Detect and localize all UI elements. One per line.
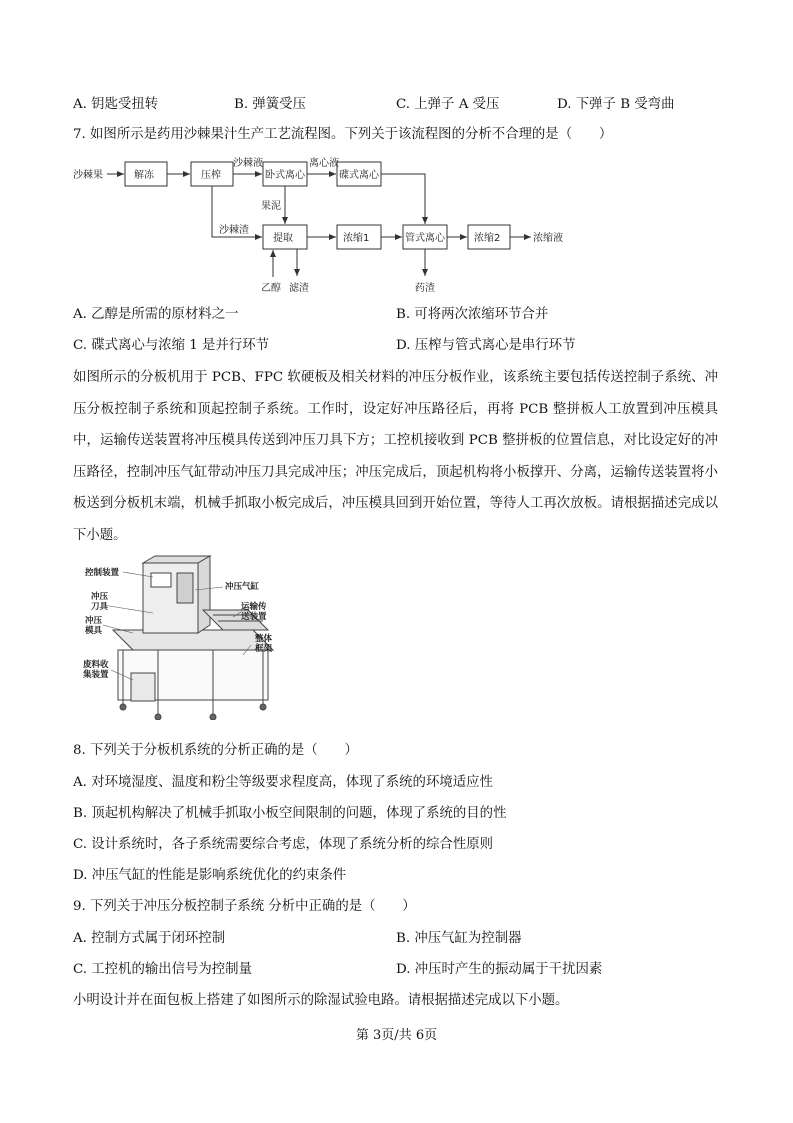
label-cylinder: 冲压气缸 xyxy=(225,582,260,592)
flow-yaozha: 药渣 xyxy=(415,283,435,294)
q7-option-a: A. 乙醇是所需的原材料之一 xyxy=(73,307,239,322)
q9-option-a: A. 控制方式属于闭环控制 xyxy=(73,931,226,946)
q8-option-d: D. 冲压气缸的性能是影响系统优化的约束条件 xyxy=(73,868,347,883)
label-transport-2: 送装置 xyxy=(241,612,267,622)
q8-stem: 8. 下列关于分板机系统的分析正确的是（ ） xyxy=(73,743,358,758)
label-cutter-2: 刀具 xyxy=(91,602,109,612)
flow-nongsuo1: 浓缩1 xyxy=(343,233,370,244)
flow-shajiye: 沙棘液 xyxy=(233,158,263,169)
q7-option-b: B. 可将两次浓缩环节合并 xyxy=(396,307,549,322)
flow-guoni: 果泥 xyxy=(261,201,281,212)
q9-option-c: C. 工控机的输出信号为控制量 xyxy=(73,962,252,977)
page-footer: 第 3页/共 6页 xyxy=(355,1028,438,1043)
flow-lvzha: 滤渣 xyxy=(289,283,309,294)
flow-tiqu: 提取 xyxy=(273,233,293,244)
q6-option-b: B. 弹簧受压 xyxy=(234,97,306,112)
intro-paragraph: 如图所示的分板机用于 PCB、FPC 软硬板及相关材料的冲压分板作业，该系统主要包括传送控制子系统、冲压分板控制子系统和顶起控制子系统。工作时，设定好冲压路径后，再将 PCB 整拼板人工放置到冲压模具中，运输传送装置将冲压模具传送到冲压刀具下方；工控机接收到 PCB 整拼板的位置信息，对比设定好的冲压路径，控制冲压气缸带动冲压刀具完成冲压；冲压完成后，顶起机构将小板撑开、分离，运输传送装置将小板送到分板机末端，机械手抓取小板完成后，冲压模具回到开始位置，等待人工再次放板。请根据描述完成以下小题。 xyxy=(73,370,718,543)
label-frame-2: 框架 xyxy=(255,644,273,654)
q9-option-b: B. 冲压气缸为控制器 xyxy=(396,931,522,946)
board-separator-machine-illustration xyxy=(73,555,293,720)
flow-nongsuo2: 浓缩2 xyxy=(474,233,501,244)
flow-output: 浓缩液 xyxy=(533,233,563,244)
q8-option-c: C. 设计系统时，各子系统需要综合考虑，体现了系统分析的综合性原则 xyxy=(73,837,493,852)
flow-lixinye: 离心液 xyxy=(309,158,339,169)
flow-guanshi: 管式离心 xyxy=(405,233,445,244)
flow-jiedong: 解冻 xyxy=(134,170,154,181)
flow-dieshi: 碟式离心 xyxy=(339,170,379,181)
q7-stem: 7. 如图所示是药用沙棘果汁生产工艺流程图。下列关于该流程图的分析不合理的是（ ） xyxy=(73,127,613,142)
q6-option-d: D. 下弹子 B 受弯曲 xyxy=(557,97,675,112)
q7-flowchart xyxy=(73,152,573,297)
q7-option-d: D. 压榨与管式离心是串行环节 xyxy=(396,338,576,353)
closing-paragraph: 小明设计并在面包板上搭建了如图所示的除湿试验电路。请根据描述完成以下小题。 xyxy=(73,993,569,1008)
q7-option-c: C. 碟式离心与浓缩 1 是并行环节 xyxy=(73,338,270,353)
label-mold-2: 模具 xyxy=(85,626,103,636)
label-frame-1: 整体 xyxy=(255,634,273,644)
q9-option-d: D. 冲压时产生的振动属于干扰因素 xyxy=(396,962,603,977)
label-waste-2: 集装置 xyxy=(83,670,109,680)
label-control-device: 控制装置 xyxy=(85,568,120,578)
q8-option-a: A. 对环境湿度、温度和粉尘等级要求程度高，体现了系统的环境适应性 xyxy=(73,775,493,790)
label-waste-1: 废料收 xyxy=(83,660,109,670)
flow-yazha: 压榨 xyxy=(201,170,221,181)
q8-option-b: B. 顶起机构解决了机械手抓取小板空间限制的问题，体现了系统的目的性 xyxy=(73,806,507,821)
flow-shajizha: 沙棘渣 xyxy=(219,225,249,236)
label-mold-1: 冲压 xyxy=(85,616,103,626)
flow-woshi: 卧式离心 xyxy=(265,170,305,181)
flow-yichun: 乙醇 xyxy=(261,283,281,294)
label-cutter-1: 冲压 xyxy=(91,592,109,602)
q6-option-a: A. 钥匙受扭转 xyxy=(73,97,159,112)
flow-input: 沙棘果 xyxy=(73,170,103,181)
q6-option-c: C. 上弹子 A 受压 xyxy=(396,97,500,112)
q9-stem: 9. 下列关于冲压分板控制子系统 分析中正确的是（ ） xyxy=(73,899,416,914)
label-transport-1: 运输传 xyxy=(241,602,267,612)
